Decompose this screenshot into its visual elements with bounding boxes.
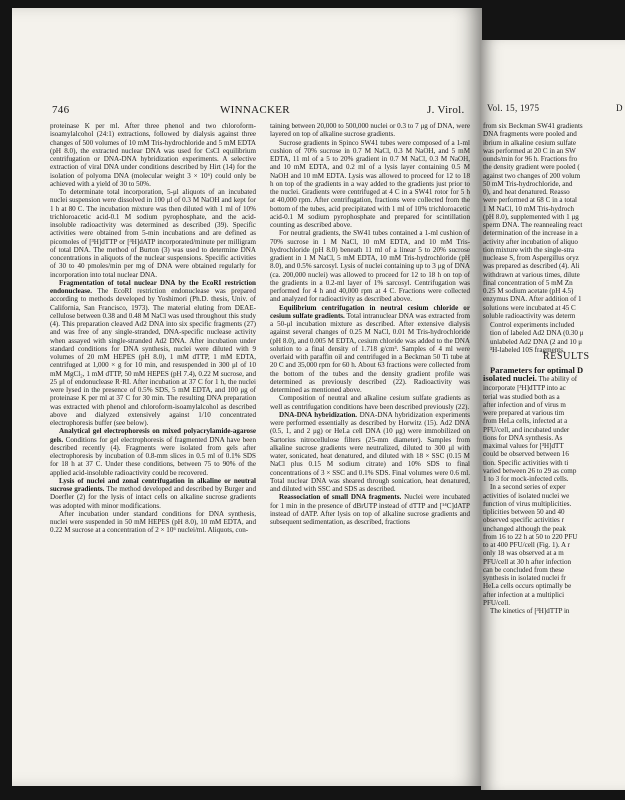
text-line: PFU/cell. bbox=[483, 598, 510, 607]
text-line: from six Beckman SW41 gradients bbox=[483, 122, 583, 130]
text-line: terial was studied both as a bbox=[483, 392, 560, 401]
paragraph: taining between 20,000 to 500,000 nuclei or 0.3 to 7 μg of DNA, were layered on top of alkaline sucrose gradients. bbox=[270, 122, 470, 139]
paragraph: Composition of neutral and alkaline cesium sulfate gradients as well as centrifugation conditions have been described previously (22). bbox=[270, 394, 470, 411]
text-line: sperm DNA. The reannealing react bbox=[483, 221, 583, 229]
column-right bbox=[270, 122, 470, 526]
text-line: DNA fragments were pooled and bbox=[483, 130, 577, 139]
text-block bbox=[483, 321, 625, 354]
paragraph: The EcoRI restriction endonuclease was prepared according to methods developed by Yoshimori (Ph.D. thesis, Univ. of California, San Francisco, 1973). The material eluting from DEAE-cellulose between 0.38 and 0.48 M NaCl was used throughout this study (4). This preparation cleaved Ad2 DNA into six specific fragments (27) and was free of any single-stranded, DNA-specific nuclease activity when assayed with single-stranded Ad2 DNA. After incubation under standard conditions for DNA synthesis, nuclei were diluted with 9 volumes of 20 mM HEPES (pH 8.0), 1 mM dTTP, 1 mM EDTA, centrifuged at 1,000 × g for 10 min, and resuspended in 300 μl of 10 mM MgCl₂, 1 mM dTTP, 50 mM HEPES (pH 7.4), 0.22 M sucrose, and 25 μl of endonuclease R·RI. After incubation at 37 C for 1 h, the nuclei were lysed in the presence of 0.5% SDS, 5 mM EDTA, and 100 μg of proteinase K per ml at 37 C for 30 min. The resulting DNA preparation was extracted with phenol and chloroform-isoamylalcohol as described above and dialyzed extensively against 1/10 concentrated electrophoresis buffer (see below). bbox=[50, 287, 256, 427]
text-line: The ability of bbox=[538, 375, 578, 384]
running-head: WINNACKER bbox=[220, 104, 290, 116]
paragraph: Conditions for gel electrophoresis of fragmented DNA have been described recently (4). Fragments were isolated from gels after electrophoresis by incubation of 0.8-mm slices in 0.5 ml of 0.1% SDS for 18 h at 37 C. Under these conditions, between 75 to 90% of the applied acid-insoluble radioactivity could be recovered. bbox=[50, 435, 257, 477]
text-line: enzymus DNA. After addition of 1 bbox=[483, 295, 582, 304]
text-line: tion. Specific activities with ti bbox=[483, 458, 569, 467]
paragraph: After incubation under standard conditions for DNA synthesis, nuclei were suspended in 50 mM HEPES (pH 8.0), 10 mM EDTA, and 0.22 M sucrose at a concentration of 2 × 10⁶ nuclei/ml. Aliquots, con- bbox=[50, 509, 256, 535]
results-heading: RESULTS bbox=[543, 351, 590, 362]
right-page bbox=[481, 40, 625, 790]
section-heading: Fragmentation of total nuclear DNA by the EcoRI restriction endonuclease. bbox=[50, 278, 256, 295]
text-line: function of virus multiplicities. bbox=[483, 499, 572, 508]
text-line: ounds/min for 96 h. Fractions fro bbox=[483, 155, 578, 163]
text-line: nuclease S, from Aspergillus oryz bbox=[483, 254, 579, 262]
paragraph: proteinase K per ml. After three phenol and two chloroform-isoamylalcohol (24:1) extractions, followed by dialysis against three changes of 500 volumes of 10 mM Tris-hydrochloride and 5 mM EDTA (pH 8.0), the extracted nuclear DNA was used for CsCl equilibrium centrifugation or DNA-DNA hybridization experiments. A selective extraction of viral DNA under conditions described by Hirt (14) for the isolation of polyoma DNA (molecular weight 3 × 10⁶) could only be achieved with a yield of 30 to 50%. bbox=[50, 122, 256, 188]
journal-head: J. Virol. bbox=[427, 104, 465, 116]
paragraph: Total intranuclear DNA was extracted from a 50-μl incubation mixture as described. After extensive dialysis against several changes of 0.25 M NaCl, 0.01 M Tris-hydrochloride (pH 8.0), and 0.005 M EDTA, cesium chloride was added to the DNA solution to a final density of 1.718 g/cm³. Samples of 4 ml were overlaid with paraffin oil and centrifuged in a Beckman 50 Ti tube at 20 C and 35,000 rpm for 60 h. About 63 fractions were collected from the bottom of the tubes and the density gradient profile was determined as previously described (22). Radioactivity was determined as mentioned above. bbox=[270, 311, 470, 394]
text-line: were prepared at various tim bbox=[483, 409, 565, 417]
text-line: unchanged although the peak bbox=[483, 524, 566, 533]
text-line: after infection at a multiplici bbox=[483, 590, 565, 599]
text-line: were performed at 68 C in a total bbox=[483, 196, 577, 205]
section-heading: Lysis of nuclei and zonal centrifugation in alkaline or neutral sucrose gradients. bbox=[50, 476, 256, 493]
text-line: from 16 to 22 h at 50 to 220 PFU bbox=[483, 532, 578, 541]
text-line: observed specific activities r bbox=[483, 516, 564, 525]
text-line: tiplicities between 50 and 40 bbox=[483, 508, 565, 516]
text-line: withdrawn at various times, dilute bbox=[483, 270, 580, 279]
text-line: The kinetics of [³H]dTTP in bbox=[490, 607, 570, 615]
text-line: tion of labeled Ad2 DNA (0.30 μ bbox=[490, 329, 584, 338]
paragraph: Sucrose gradients in Spinco SW41 tubes were composed of a 1-ml cushion of 70% sucrose in 0.7 M NaCl, 0.3 M NaOH, and 5 mM EDTA, 11 ml of a 5 to 20% gradient in 0.7 M NaCl, 0.3 M NaOH, and 10 mM EDTA, and 0.2 ml of a lysis layer containing 0.5 M NaOH and 10 mM EDTA. Lysis was allowed to proceed for 12 to 18 h on top of the gradients in a way added to the gradients just prior to the nuclei. Gradients were centrifuged at 4 C in a SW41 rotor for 5 h at 40,000 rpm. After centrifugation, fractions were collected from the bottom of the tubes, acid precipitated with 1 ml of 10% trichloroacetic acid-0.1 M sodium pyrophosphate and prepared for scintillation counting as described above. bbox=[270, 138, 470, 229]
text-line: unlabeled Ad2 DNA (2 and 10 μ bbox=[490, 337, 583, 346]
right-column bbox=[483, 122, 625, 354]
text-line: PFU/cell, and incubated under bbox=[483, 425, 570, 434]
left-page bbox=[12, 8, 482, 786]
paragraph: Nuclei were incubated for 1 min in the presence of dBrUTP instead of dTTP and [¹⁴C]dATP instead of dATP. After lysis on top of alkaline sucrose gradients and subsequent sedimentation, as described, fractions bbox=[270, 493, 470, 526]
section-heading: Analytical gel electrophoresis on mixed polyacrylamide-agarose gels. bbox=[50, 427, 256, 444]
paragraph: To determinate total incorporation, 5-μl aliquots of an incubated nuclei suspension were dissolved in 100 μl of 0.3 M NaOH and kept for 1 h at 80 C. The incubation mixture was then diluted with 1 ml of 10% trichloroacetic acid-0.1 M sodium pyrophosphate, and the acid-insoluble radioactivity was determined as described (39). Specific activities were obtained from 5-min incubations and are defined as picomoles of [³H]dTTP or [³H]dATP incorporated/minute per milligram of total DNA. The method of Burton (3) was used to determine DNA concentrations in aliquots of the nuclear suspensions. Specific activities of 30 to 40 pmoles/min per mg of DNA were obtained regularly for incorporation into total nuclear DNA. bbox=[50, 188, 256, 279]
text-line: final concentration of 5 mM Zn bbox=[483, 278, 573, 287]
text-line: the density gradient were pooled ( bbox=[483, 163, 580, 172]
text-line: could be observed between 16 bbox=[483, 450, 569, 459]
section-heading: DNA-DNA hybridization. bbox=[279, 410, 358, 419]
text-line: was performed at 20 C in an SW bbox=[483, 146, 576, 155]
text-line: 0), and heat denatured. Reasso bbox=[483, 188, 570, 196]
text-line: synthesis in isolated nuclei fr bbox=[483, 574, 566, 582]
text-line: was prepared as described (4). Ali bbox=[483, 262, 580, 271]
text-line: activity after incubation of aliquo bbox=[483, 237, 578, 246]
right-page-header: Vol. 15, 1975 bbox=[487, 103, 540, 113]
text-line: tion mixture with the single-stra bbox=[483, 245, 575, 254]
text-line: maximal values for [³H]dTT bbox=[483, 442, 564, 450]
text-line: (pH 8.0), supplemented with 1 μg bbox=[483, 212, 579, 221]
text-line: can be concluded from these bbox=[483, 565, 565, 574]
text-line: varied between 26 to 29 as comp bbox=[483, 466, 577, 475]
paragraph: DNA-DNA hybridization experiments were performed essentially as described by Horwitz (15). Ad2 DNA (0.5, 1, and 2 μg) or HeLa cell DNA (10 μg) were immobilized on Sartorius nitrocellulose filters (25-mm diameter). Samples from alkaline sucrose gradients were neutralized, diluted to 300 μl with water, sonicated, heat denatured, and diluted with 18 × SSC (0.15 M NaCl plus 0.15 M sodium citrate) and 10% SDS to final concentrations of 3 × SSC and 0.1% SDS. Final volumes were 0.6 ml. Total nuclear DNA was sheared through sonication, heat denatured, and diluted with SSC and SDS as described. bbox=[270, 410, 470, 493]
paragraph: For neutral gradients, the SW41 tubes contained a 1-ml cushion of 70% sucrose in 1 M NaCl, 10 mM EDTA, and 10 mM Tris-hydrochloride (pH 8.0) beneath 11 ml of a linear 5 to 20% sucrose gradient in 1 M NaCl, 5 mM EDTA, 10 mM Tris-hydrochloride (pH 8.0), and 0.5% sarcosyl. Lysis of nuclei containing up to 3 μg of DNA (ca. 200,000 nuclei) was allowed to proceed for 12 to 18 h on top of the gradients in a 0.2-ml layer of 1% sarcosyl. Centrifugation was performed for 4 h and 40,000 rpm at 4 C. Fractions were collected and analyzed for radioactivity as described above. bbox=[270, 229, 470, 304]
section-heading: Reassociation of small DNA fragments. bbox=[279, 493, 402, 502]
text-line: Control experiments included bbox=[490, 321, 575, 329]
subsection-heading: isolated nuclei. bbox=[483, 374, 537, 384]
text-line: In a second series of exper bbox=[490, 483, 566, 492]
text-block bbox=[483, 483, 625, 615]
text-line: PFU/cell at 30 h after infection bbox=[483, 557, 572, 566]
text-line: after infection and of virus m bbox=[483, 400, 566, 409]
paragraph: The method developed and described by Burger and Doerfler (2) for the lysis of intact cells on alkaline sucrose gradients was adopted with minor modifications. bbox=[50, 485, 256, 510]
text-line: solutions were incubated at 45 C bbox=[483, 303, 576, 312]
text-block bbox=[483, 384, 625, 483]
text-line: 1 M NaCl, 10 mM Tris-hydroch bbox=[483, 204, 575, 213]
text-block bbox=[483, 122, 625, 320]
page-number: 746 bbox=[52, 104, 70, 116]
text-line: tions for DNA synthesis. As bbox=[483, 433, 563, 442]
text-line: soluble radioactivity was determ bbox=[483, 311, 576, 320]
subsection-heading: Parameters for optimal D bbox=[490, 366, 584, 375]
section-heading: Equilibrium centrifugation in neutral cesium chloride or cesium sulfate gradients. bbox=[270, 303, 470, 320]
text-line: 50 mM Tris-hydrochloride, and bbox=[483, 179, 573, 188]
text-line: against two changes of 200 volum bbox=[483, 171, 581, 180]
text-line: activities of isolated nuclei we bbox=[483, 491, 570, 500]
right-header-edge: D bbox=[616, 103, 623, 113]
text-line: to at 400 PFU/cell (Fig. 1). A r bbox=[483, 541, 570, 549]
text-line: from HeLa cells, infected at a bbox=[483, 417, 568, 426]
text-line: ibrium in alkaline cesium sulfate bbox=[483, 138, 576, 147]
text-line: 0.25 M sodium acetate (pH 4.5) bbox=[483, 287, 574, 295]
text-line: 1 to 3 for mock-infected cells. bbox=[483, 475, 569, 483]
text-line: HeLa cells occurs optimally be bbox=[483, 582, 572, 591]
column-left bbox=[50, 122, 256, 535]
text-line: incorporate [³H]dTTP into ac bbox=[483, 384, 566, 393]
text-line: ³H-labeled 10S fragments. bbox=[490, 345, 565, 354]
text-line: determination of the increase in a bbox=[483, 229, 578, 238]
results-column bbox=[483, 366, 625, 615]
text-line: only 18 was observed at a m bbox=[483, 549, 564, 558]
